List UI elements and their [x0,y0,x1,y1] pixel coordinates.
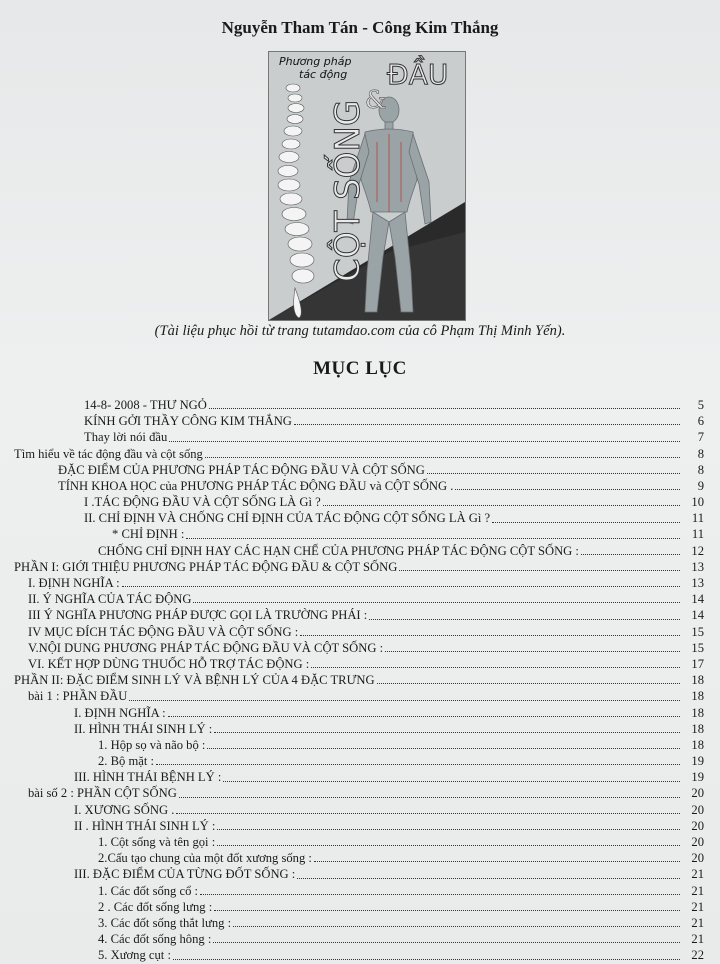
toc-entry [14,915,704,931]
toc-entry [14,899,704,915]
toc-entry-label: IV MỤC ĐÍCH TÁC ĐỘNG ĐẦU VÀ CỘT SỐNG : [28,624,299,639]
toc-entry-page: 12 [691,543,704,558]
toc-entry-page: 20 [691,851,704,866]
toc-leader-dots [193,602,680,603]
toc-leader-dots [369,619,680,620]
toc-entry [14,769,704,785]
toc-entry [14,656,704,672]
toc-entry-label: III. HÌNH THÁI BỆNH LÝ : [74,770,222,785]
toc-heading: MỤC LỤC [313,358,407,379]
cover-ampersand: & [365,86,387,114]
toc-leader-dots [399,570,680,571]
toc-leader-dots [217,845,680,846]
toc-entry-label: PHẦN II: ĐẶC ĐIỂM SINH LÝ VÀ BỆNH LÝ CỦA 4 ĐẶC TRƯNG [14,673,375,688]
toc-entry-label: 14-8- 2008 - THƯ NGỎ [84,397,207,412]
toc-entry-label: 2.Cấu tạo chung của một đốt xương sống : [98,851,312,866]
toc-entry-label: VI. KẾT HỢP DÙNG THUỐC HỖ TRỢ TÁC ĐỘNG : [28,656,310,671]
toc-entry-label: III Ý NGHĨA PHƯƠNG PHÁP ĐƯỢC GỌI LÀ TRƯỜNG PHÁI : [28,608,368,623]
toc-leader-dots [294,424,680,425]
toc-leader-dots [179,797,680,798]
toc-entry-page: 22 [691,948,704,963]
toc-entry-page: 9 [697,478,704,493]
table-of-contents [14,397,704,964]
toc-entry-page: 21 [691,867,704,882]
toc-entry-page: 5 [697,397,704,412]
toc-entry-page: 20 [691,835,704,850]
toc-entry [14,413,704,429]
toc-leader-dots [169,441,680,442]
toc-entry [14,737,704,753]
toc-entry-label: III. ĐẶC ĐIỂM CỦA TỪNG ĐỐT SỐNG : [74,867,296,882]
toc-entry-page: 7 [697,430,704,445]
toc-entry-label: ĐẶC ĐIỂM CỦA PHƯƠNG PHÁP TÁC ĐỘNG ĐẦU VÀ CỘT SỐNG [58,462,425,477]
toc-entry-label: bài số 2 : PHẦN CỘT SỐNG [28,786,177,801]
toc-leader-dots [314,861,680,862]
toc-entry-label: bài 1 : PHẦN ĐẦU [28,689,128,704]
toc-leader-dots [176,813,680,814]
toc-entry [14,721,704,737]
toc-entry-label: PHẦN I: GIỚI THIỆU PHƯƠNG PHÁP TÁC ĐỘNG ĐẦU & CỘT SỐNG [14,559,398,574]
toc-entry-page: 6 [697,414,704,429]
toc-leader-dots [581,554,680,555]
toc-leader-dots [186,538,680,539]
toc-entry-page: 18 [691,705,704,720]
toc-entry-label: 1. Cột sống và tên gọi : [98,835,216,850]
author-line: Nguyễn Tham Tán - Công Kim Thắng [221,18,499,37]
toc-leader-dots [168,716,680,717]
toc-entry-label: 4. Các đốt sống hông : [98,932,212,947]
toc-entry-label: I. ĐỊNH NGHĨA : [74,705,166,720]
toc-entry-page: 20 [691,818,704,833]
toc-entry [14,494,704,510]
toc-leader-dots [213,942,680,943]
toc-entry-page: 20 [691,786,704,801]
toc-entry [14,462,704,478]
toc-leader-dots [385,651,680,652]
toc-entry [14,640,704,656]
toc-leader-dots [427,473,680,474]
toc-entry-label: I. XƯƠNG SỐNG . [74,802,175,817]
toc-entry [14,802,704,818]
toc-leader-dots [200,894,680,895]
toc-entry [14,947,704,963]
toc-entry-label: 2. Bộ mặt : [98,754,154,769]
toc-entry [14,672,704,688]
toc-entry-page: 20 [691,802,704,817]
toc-entry-label: KÍNH GỞI THẦY CÔNG KIM THẮNG [84,414,292,429]
toc-entry-label: * CHỈ ĐỊNH : [112,527,185,542]
toc-entry [14,607,704,623]
toc-entry-page: 19 [691,754,704,769]
toc-entry-label: II. HÌNH THÁI SINH LÝ : [74,721,213,736]
toc-entry [14,478,704,494]
toc-entry-label: CHỐNG CHỈ ĐỊNH HAY CÁC HẠN CHẾ CỦA PHƯƠNG PHÁP TÁC ĐỘNG CỘT SỐNG : [98,543,579,558]
toc-leader-dots [300,635,680,636]
toc-entry-page: 10 [691,495,704,510]
toc-leader-dots [377,683,680,684]
toc-entry [14,397,704,413]
toc-entry-page: 21 [691,915,704,930]
toc-entry-page: 18 [691,737,704,752]
toc-entry-page: 21 [691,932,704,947]
toc-entry [14,527,704,543]
toc-entry [14,834,704,850]
toc-leader-dots [156,764,680,765]
toc-entry-label: V.NỘI DUNG PHƯƠNG PHÁP TÁC ĐỘNG ĐẦU VÀ CỘT SỐNG : [28,640,384,655]
toc-entry-page: 13 [691,559,704,574]
toc-entry-page: 17 [691,656,704,671]
toc-entry [14,818,704,834]
toc-leader-dots [323,505,680,506]
toc-entry [14,591,704,607]
toc-leader-dots [207,748,680,749]
toc-entry-label: 3. Các đốt sống thắt lưng : [98,915,232,930]
toc-entry [14,705,704,721]
toc-entry-label: I .TÁC ĐỘNG ĐẦU VÀ CỘT SỐNG LÀ Gì ? [84,495,321,510]
toc-entry [14,850,704,866]
toc-entry [14,688,704,704]
toc-entry-page: 13 [691,576,704,591]
toc-leader-dots [214,910,680,911]
toc-entry-page: 18 [691,721,704,736]
toc-entry [14,510,704,526]
cover-title-line1: Phương pháp [279,55,352,68]
toc-entry-page: 21 [691,883,704,898]
toc-entry-page: 15 [691,624,704,639]
toc-leader-dots [214,732,680,733]
toc-leader-dots [492,522,680,523]
toc-entry [14,866,704,882]
toc-leader-dots [209,408,680,409]
toc-entry [14,575,704,591]
toc-leader-dots [217,829,680,830]
toc-entry [14,429,704,445]
toc-entry-page: 11 [691,527,704,542]
toc-entry-page: 14 [691,592,704,607]
toc-entry-page: 18 [691,689,704,704]
toc-leader-dots [311,667,680,668]
toc-entry-label: TÍNH KHOA HỌC của PHƯƠNG PHÁP TÁC ĐỘNG ĐẦU và CỘT SỐNG . [58,478,454,493]
toc-entry-page: 19 [691,770,704,785]
toc-entry-page: 11 [691,511,704,526]
toc-entry-page: 8 [697,462,704,477]
toc-entry-page: 8 [697,446,704,461]
toc-entry-label: II. Ý NGHĨA CỦA TÁC ĐỘNG [28,592,192,607]
toc-entry [14,559,704,575]
toc-entry-label: II . HÌNH THÁI SINH LÝ : [74,818,216,833]
toc-leader-dots [455,489,680,490]
cover-title-vertical: CỘT SỐNG [328,99,368,282]
toc-leader-dots [122,586,680,587]
toc-entry-page: 14 [691,608,704,623]
toc-leader-dots [129,700,680,701]
toc-entry [14,883,704,899]
toc-entry-page: 18 [691,673,704,688]
source-note: (Tài liệu phục hồi từ trang tutamdao.com của cô Phạm Thị Minh Yến). [154,323,566,339]
toc-entry [14,786,704,802]
toc-entry [14,931,704,947]
toc-entry [14,446,704,462]
toc-entry-label: 1. Các đốt sống cổ : [98,883,199,898]
toc-leader-dots [173,959,680,960]
toc-leader-dots [223,781,680,782]
toc-entry-label: II. CHỈ ĐỊNH VÀ CHỐNG CHỈ ĐỊNH CỦA TÁC ĐỘNG CỘT SỐNG LÀ Gì ? [84,511,491,526]
book-cover-image [268,51,466,321]
toc-entry-label: 1. Hộp sọ và não bộ : [98,737,206,752]
toc-entry [14,753,704,769]
cover-title-dau: ĐẦU [387,58,449,91]
cover-title-line2: tác động [299,68,348,81]
toc-entry [14,543,704,559]
toc-entry-page: 21 [691,899,704,914]
toc-leader-dots [297,878,680,879]
toc-entry-label: Thay lời nói đầu [84,430,168,445]
toc-leader-dots [233,926,680,927]
toc-entry-label: 2 . Các đốt sống lưng : [98,899,213,914]
toc-entry-label: Tìm hiểu về tác động đầu và cột sống [14,446,203,461]
toc-entry-label: I. ĐỊNH NGHĨA : [28,576,120,591]
toc-entry-label: 5. Xương cụt : [98,948,171,963]
toc-entry-page: 15 [691,640,704,655]
toc-leader-dots [205,457,680,458]
toc-entry [14,624,704,640]
